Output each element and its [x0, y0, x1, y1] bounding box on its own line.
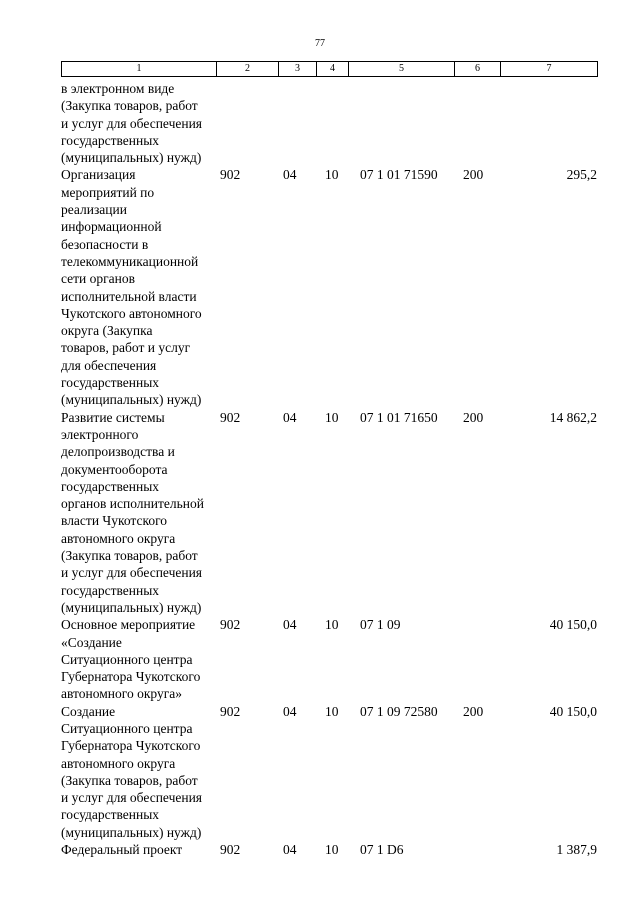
description-line: в электронном виде — [61, 81, 175, 96]
description-line: Создание — [61, 703, 116, 719]
column-header-1: 1 — [62, 62, 217, 77]
description-line: государственных — [61, 375, 160, 391]
expense-kind-code: 200 — [463, 703, 484, 719]
description-line: и услуг для обеспечения — [61, 565, 203, 581]
column-header-table — [61, 61, 598, 77]
description-line: власти Чукотского — [61, 513, 168, 529]
section-code: 04 — [283, 617, 297, 633]
description-line: для обеспечения — [61, 357, 157, 373]
description-line: Ситуационного центра — [61, 720, 193, 736]
column-header-row — [62, 62, 598, 77]
table-row — [61, 616, 597, 702]
description-line: мероприятий по — [61, 184, 155, 200]
row-description — [61, 841, 221, 858]
description-line: автономного округа — [61, 530, 176, 546]
description-line: (муниципальных) нужд) — [61, 150, 202, 166]
description-line: государственных — [61, 478, 160, 494]
description-line: телекоммуникационной — [61, 253, 199, 269]
subsection-code: 10 — [325, 409, 339, 425]
column-header-2: 2 — [217, 62, 279, 77]
description-line: Федеральный проект — [61, 842, 183, 858]
row-description — [61, 703, 221, 841]
description-line: государственных — [61, 582, 160, 598]
subsection-code: 10 — [325, 167, 339, 183]
section-code: 04 — [283, 703, 297, 719]
ministry-code: 902 — [220, 409, 241, 425]
description-line: безопасности в — [61, 236, 149, 252]
description-line: (муниципальных) нужд) — [61, 824, 202, 840]
description-line: государственных — [61, 132, 160, 148]
description-line: автономного округа — [61, 755, 176, 771]
description-line: Основное мероприятие — [61, 617, 196, 633]
table-row — [61, 166, 597, 408]
description-line: «Создание — [61, 634, 122, 650]
expense-kind-code: 200 — [463, 167, 484, 183]
section-code: 04 — [283, 167, 297, 183]
description-line: округа (Закупка — [61, 323, 153, 339]
target-article-code: 07 1 D6 — [360, 842, 404, 858]
table-row — [61, 703, 597, 841]
ministry-code: 902 — [220, 617, 241, 633]
section-code: 04 — [283, 842, 297, 858]
description-line: делопроизводства и — [61, 444, 175, 460]
description-line: реализации — [61, 202, 127, 218]
description-line: (муниципальных) нужд) — [61, 599, 202, 615]
row-description — [61, 80, 221, 166]
section-code: 04 — [283, 409, 297, 425]
column-header-3: 3 — [279, 62, 317, 77]
table-row — [61, 409, 597, 617]
description-line: (Закупка товаров, работ — [61, 772, 198, 788]
column-header-6: 6 — [455, 62, 501, 77]
sum-value: 40 150,0 — [549, 703, 597, 719]
row-description — [61, 166, 221, 408]
budget-table-body — [61, 80, 597, 858]
row-description — [61, 616, 221, 702]
description-line: автономного округа» — [61, 686, 182, 702]
subsection-code: 10 — [325, 703, 339, 719]
page-number: 77 — [315, 38, 325, 49]
row-description — [61, 409, 221, 617]
description-line: Организация — [61, 167, 136, 183]
description-line: информационной — [61, 219, 162, 235]
subsection-code: 10 — [325, 617, 339, 633]
description-line: документооборота — [61, 461, 168, 477]
description-line: (Закупка товаров, работ — [61, 98, 198, 114]
description-line: государственных — [61, 807, 160, 823]
description-line: Ситуационного центра — [61, 651, 193, 667]
target-article-code: 07 1 01 71650 — [360, 409, 438, 425]
ministry-code: 902 — [220, 167, 241, 183]
description-line: Чукотского автономного — [61, 305, 202, 321]
description-line: (Закупка товаров, работ — [61, 548, 198, 564]
description-line: электронного — [61, 426, 139, 442]
description-line: (муниципальных) нужд) — [61, 392, 202, 408]
description-line: и услуг для обеспечения — [61, 115, 203, 131]
description-line: Губернатора Чукотского — [61, 738, 201, 754]
description-line: и услуг для обеспечения — [61, 790, 203, 806]
column-header-7: 7 — [501, 62, 598, 77]
ministry-code: 902 — [220, 842, 241, 858]
description-line: сети органов — [61, 271, 136, 287]
description-line: Развитие системы — [61, 409, 165, 425]
target-article-code: 07 1 09 72580 — [360, 703, 438, 719]
sum-value: 40 150,0 — [549, 617, 597, 633]
target-article-code: 07 1 01 71590 — [360, 167, 438, 183]
table-row — [61, 841, 597, 858]
expense-kind-code: 200 — [463, 409, 484, 425]
target-article-code: 07 1 09 — [360, 617, 401, 633]
column-header-5: 5 — [349, 62, 455, 77]
sum-value: 295,2 — [566, 167, 597, 183]
table-row — [61, 80, 597, 166]
column-header-4: 4 — [317, 62, 349, 77]
sum-value: 1 387,9 — [556, 842, 597, 858]
ministry-code: 902 — [220, 703, 241, 719]
description-line: органов исполнительной — [61, 496, 204, 512]
description-line: исполнительной власти — [61, 288, 197, 304]
sum-value: 14 862,2 — [549, 409, 597, 425]
subsection-code: 10 — [325, 842, 339, 858]
description-line: Губернатора Чукотского — [61, 669, 201, 685]
description-line: товаров, работ и услуг — [61, 340, 191, 356]
